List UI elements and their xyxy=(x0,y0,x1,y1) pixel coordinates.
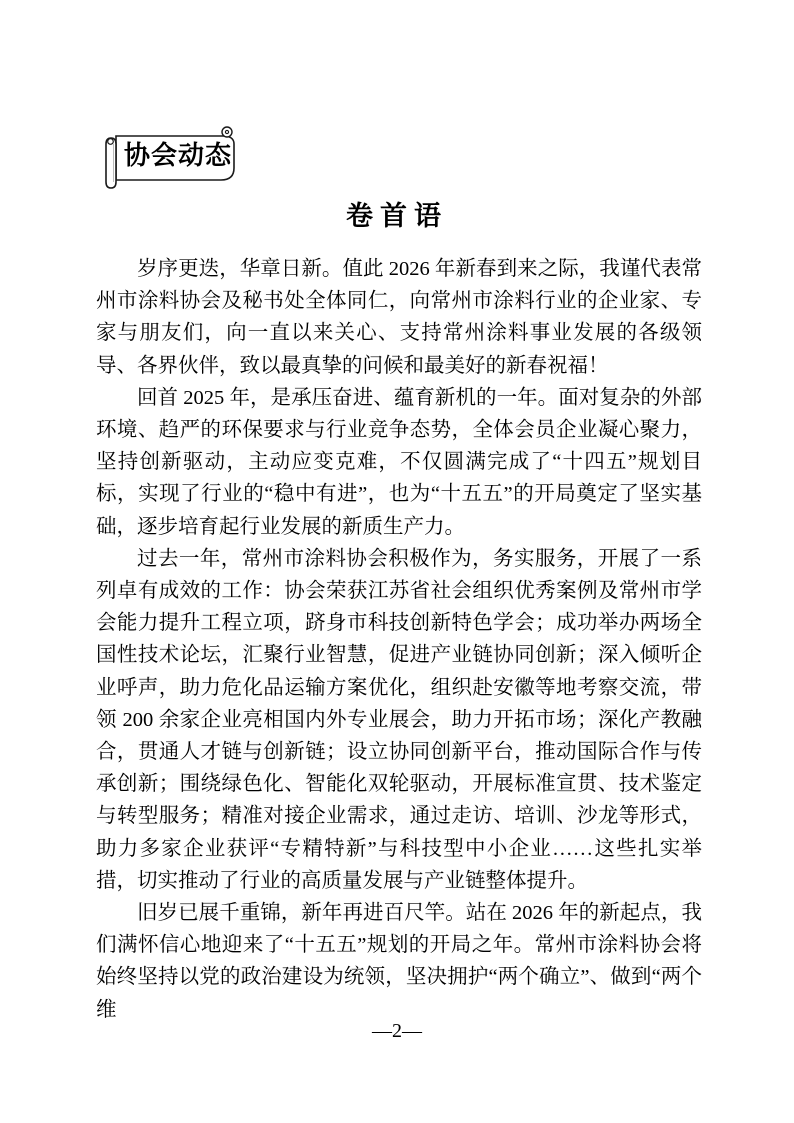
paragraph: 过去一年，常州市涂料协会积极作为，务实服务，开展了一系列卓有成效的工作：协会荣获江苏省社会组织优秀案例及常州市学会能力提升工程立项，跻身市科技创新特色学会；成功举办两场全国性技术论坛，汇聚行业智慧，促进产业链协同创新；深入倾听企业呼声，助力危化品运输方案优化，组织赴安徽等地考察交流，带领 200 余家企业亮相国内外专业展会，助力开拓市场；深化产教融合，贯通人才链与创新链；设立协同创新平台，推动国际合作与传承创新；围绕绿色化、智能化双轮驱动，开展标准宣贯、技术鉴定与转型服务；精准对接企业需求，通过走访、培训、沙龙等形式，助力多家企业获评“专精特新”与科技型中小企业……这些扎实举措，切实推动了行业的高质量发展与产业链整体提升。 xyxy=(96,547,702,892)
page-title: 卷首语 xyxy=(346,201,448,231)
banner-label: 协会动态 xyxy=(123,140,232,170)
paragraph: 旧岁已展千重锦，新年再进百尺竿。站在 2026 年的新起点，我们满怀信心地迎来了“十五五”规划的开局之年。常州市涂料协会将始终坚持以党的政治建设为统领，坚决拥护“两个确立”、做到“两个维 xyxy=(96,902,702,1021)
document-body xyxy=(96,253,702,1026)
paragraph: 岁序更迭，华章日新。值此 2026 年新春到来之际，我谨代表常州市涂料协会及秘书处全体同仁，向常州市涂料行业的企业家、专家与朋友们，向一直以来关心、支持常州涂料事业发展的各级领导、各界伙伴，致以最真挚的问候和最美好的新春祝福！ xyxy=(96,258,702,377)
banner-scroll xyxy=(100,124,250,194)
page-number: —2— xyxy=(372,1020,422,1042)
paragraph: 回首 2025 年，是承压奋进、蕴育新机的一年。面对复杂的外部环境、趋严的环保要求与行业竞争态势，全体会员企业凝心聚力，坚持创新驱动，主动应变克难，不仅圆满完成了“十四五”规划目标，实现了行业的“稳中有进”，也为“十五五”的开局奠定了坚实基础，逐步培育起行业发展的新质生产力。 xyxy=(96,386,702,538)
